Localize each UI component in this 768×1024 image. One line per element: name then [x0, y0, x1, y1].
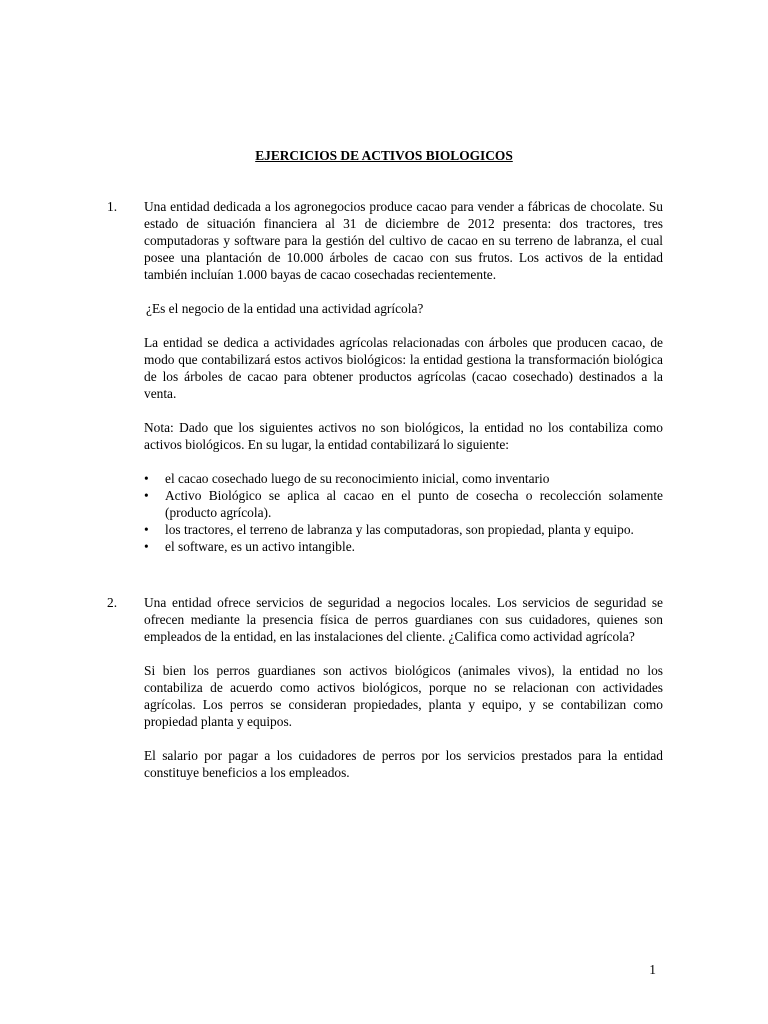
exercise-2 [107, 594, 667, 781]
exercise-1 [107, 198, 667, 555]
exercise-body [144, 594, 663, 781]
exercise-body [144, 198, 663, 555]
list-item-text: el cacao cosechado luego de su reconocimiento inicial, como inventario [165, 471, 550, 486]
bullet-icon: • [144, 471, 149, 486]
exercise-salary-note: El salario por pagar a los cuidadores de perros por los servicios prestados para la entidad constituye beneficios a los empleados. [144, 748, 663, 780]
list-item-text: Activo Biológico se aplica al cacao en el punto de cosecha o recolección solamente (producto agrícola). [165, 488, 663, 520]
bullet-icon: • [144, 488, 149, 503]
list-item-text: el software, es un activo intangible. [165, 539, 356, 554]
list-item [144, 521, 663, 538]
exercise-statement: Una entidad dedicada a los agronegocios produce cacao para vender a fábricas de chocolate. Su estado de situación financiera al 31 de diciembre de 2012 presenta: dos tractores, tres computadoras y software para la gestión del cultivo de cacao en su terreno de labranza, el cual posee una plantación de 10.000 árboles de cacao con sus frutos. Los activos de la entidad también incluían 1.000 bayas de cacao cosechadas recientemente. [144, 199, 663, 282]
bullet-icon: • [144, 522, 149, 537]
list-item [144, 470, 663, 487]
exercise-statement: Una entidad ofrece servicios de seguridad a negocios locales. Los servicios de seguridad se ofrecen mediante la presencia física de perros guardianes con sus cuidadores, quienes son empleados de la entidad, en las instalaciones del cliente. ¿Califica como actividad agrícola? [144, 595, 663, 644]
page-number: 1 [649, 962, 656, 977]
bullet-icon: • [144, 539, 149, 554]
list-item [144, 538, 663, 555]
bullet-list [144, 470, 663, 555]
list-item [144, 487, 663, 521]
list-item-text: los tractores, el terreno de labranza y las computadoras, son propiedad, planta y equipo. [165, 522, 634, 537]
exercise-note: Nota: Dado que los siguientes activos no son biológicos, la entidad no los contabiliza como activos biológicos. En su lugar, la entidad contabilizará lo siguiente: [144, 420, 663, 452]
document-title: EJERCICIOS DE ACTIVOS BIOLOGICOS [255, 148, 513, 163]
exercise-number: 1. [107, 199, 118, 214]
exercise-answer: Si bien los perros guardianes son activos biológicos (animales vivos), la entidad no los contabiliza de acuerdo como activos biológicos, porque no se relacionan con actividades agrícolas. Los perros se consideran propiedades, planta y equipo, y se contabilizan como propiedad planta y equipos. [144, 663, 663, 729]
exercise-question: ¿Es el negocio de la entidad una actividad agrícola? [146, 301, 424, 316]
exercise-answer: La entidad se dedica a actividades agrícolas relacionadas con árboles que producen cacao, de modo que contabilizará estos activos biológicos: la entidad gestiona la transformación biológica de los árboles de cacao para obtener productos agrícolas (cacao cosechado) destinados a la venta. [144, 335, 663, 401]
exercise-number: 2. [107, 595, 118, 610]
